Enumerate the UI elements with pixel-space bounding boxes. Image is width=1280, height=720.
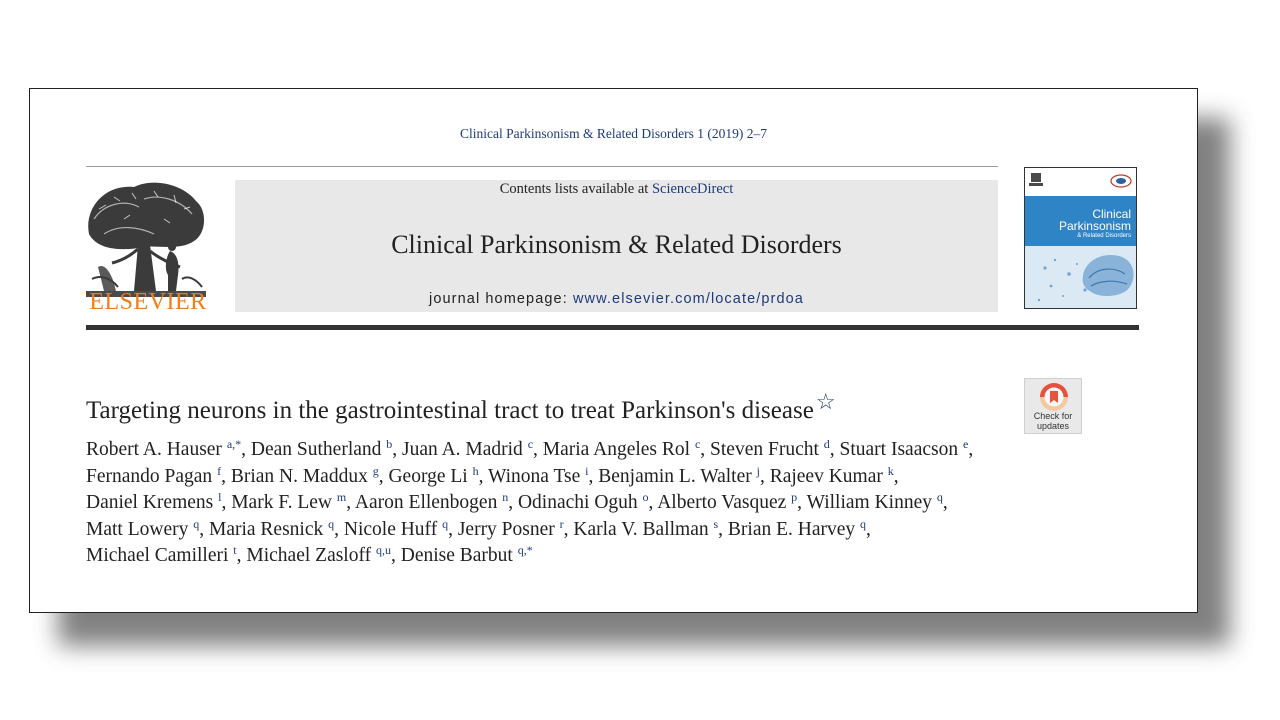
cover-title-line1: Clinical [1092,207,1131,221]
author-name[interactable]: Benjamin L. Walter [598,465,757,487]
author-name[interactable]: Dean Sutherland [250,439,387,460]
affiliation-link[interactable]: c [694,437,701,451]
author-separator: , [866,518,871,540]
author-separator: , [392,439,403,460]
affiliation-link[interactable]: j [756,463,760,478]
affiliation-link[interactable]: f [217,463,222,478]
article-title-text: Targeting neurons in the gastrointestinal tract to treat Parkinson's disease [86,397,814,424]
affiliation-link[interactable]: q [442,516,449,531]
author-separator: , [241,439,251,460]
affiliation-link[interactable]: m [336,490,347,504]
check-updates-line2: updates [1036,420,1070,431]
affiliation-link[interactable]: o [642,490,649,504]
affiliation-link[interactable]: h [472,463,479,478]
author-separator: , [942,492,948,513]
author-name[interactable]: Brian N. Maddux [230,465,373,487]
journal-banner [235,180,998,312]
affiliation-link[interactable]: q [860,516,867,531]
homepage-link[interactable]: www.elsevier.com/locate/prdoa [572,291,804,307]
cover-subtitle: & Related Disorders [1077,233,1131,239]
article-header-card [29,88,1198,613]
affiliation-link[interactable]: q,* [517,543,533,557]
check-updates-label [1025,412,1081,431]
author-line [86,517,1146,544]
journal-cover-thumbnail[interactable] [1024,167,1137,309]
affiliation-link[interactable]: g [372,463,379,478]
cover-title-line2: Parkinsonism [1058,219,1131,233]
author-separator: , [391,545,401,566]
affiliation-link[interactable]: t [233,543,237,557]
author-name[interactable]: Karla V. Ballman [573,518,714,540]
author-line [86,543,1146,570]
affiliation-link[interactable]: q [193,516,200,531]
affiliation-link[interactable]: i [585,463,589,478]
author-line [86,464,1146,491]
author-list [86,437,1146,570]
divider-thick [86,325,1139,330]
author-separator: , [448,518,458,540]
journal-title: Clinical Parkinsonism & Related Disorders [391,230,842,259]
author-separator: , [648,492,658,513]
author-name[interactable]: Aaron Ellenbogen [354,492,503,513]
author-name[interactable]: Brian E. Harvey [727,518,861,540]
author-separator: , [378,465,389,487]
author-separator: , [199,518,209,540]
title-footnote-star-icon[interactable]: ☆ [815,389,836,414]
author-line [86,437,1146,464]
author-name[interactable]: Daniel Kremens [86,492,219,513]
contents-prefix: Contents lists available at [499,181,652,197]
affiliation-link[interactable]: k [887,463,894,478]
author-separator: , [893,465,899,487]
author-name[interactable]: Winona Tse [488,465,586,487]
author-separator: , [221,465,231,487]
author-separator: , [334,518,344,540]
affiliation-link[interactable]: s [713,516,719,531]
author-name[interactable]: Steven Frucht [710,439,824,460]
elsevier-wordmark: ELSEVIER [89,289,207,315]
author-name[interactable]: Alberto Vasquez [657,492,792,513]
check-updates-line1: Check for [1033,411,1073,421]
author-separator: , [797,492,807,513]
author-name[interactable]: Odinachi Oguh [517,492,643,513]
contents-line [235,181,998,198]
author-name[interactable]: Mark F. Lew [231,492,337,513]
check-for-updates-button[interactable] [1024,378,1082,434]
affiliation-link[interactable]: q [328,516,335,531]
author-name[interactable]: Maria Angeles Rol [542,439,695,460]
affiliation-link[interactable]: q,u [376,543,391,557]
author-line [86,490,1146,517]
author-separator: , [346,492,355,513]
author-name[interactable]: Nicole Huff [343,518,443,540]
author-name[interactable]: Rajeev Kumar [769,465,888,487]
author-name[interactable]: Fernando Pagan [86,465,218,487]
author-separator: , [221,492,232,513]
author-name[interactable]: Maria Resnick [208,518,329,540]
author-separator: , [236,545,247,566]
affiliation-link[interactable]: c [527,437,534,451]
affiliation-link[interactable]: b [386,437,393,451]
author-separator: , [968,439,974,460]
author-name[interactable]: Denise Barbut [400,545,518,566]
author-separator: , [588,465,599,487]
author-name[interactable]: Michael Zasloff [246,545,376,566]
affiliation-link[interactable]: d [823,437,830,451]
author-name[interactable]: William Kinney [806,492,937,513]
homepage-line [235,291,998,307]
author-name[interactable]: Robert A. Hauser [86,439,227,460]
affiliation-link[interactable]: e [962,437,969,451]
article-title [86,389,836,425]
affiliation-link[interactable]: r [559,516,564,531]
divider-thin [86,166,998,167]
author-separator: , [508,492,518,513]
journal-citation[interactable]: Clinical Parkinsonism & Related Disorders 1 (2019) 2–7 [459,126,768,141]
author-name[interactable]: Stuart Isaacson [839,439,963,460]
sciencedirect-link[interactable]: ScienceDirect [651,181,734,197]
author-name[interactable]: George Li [388,465,473,487]
author-separator: , [718,518,728,540]
author-separator: , [759,465,770,487]
check-updates-icon [1025,379,1083,413]
affiliation-link[interactable]: p [791,490,798,504]
author-name[interactable]: Michael Camilleri [86,545,234,566]
author-separator: , [478,465,488,487]
homepage-prefix: journal homepage: [429,291,573,307]
affiliation-link[interactable]: n [502,490,509,504]
author-separator: , [829,439,840,460]
author-separator: , [700,439,711,460]
author-name[interactable]: Jerry Posner [457,518,560,540]
author-name[interactable]: Matt Lowery [86,518,194,540]
affiliation-link[interactable]: l [218,490,222,504]
affiliation-link[interactable]: q [936,490,943,504]
author-separator: , [533,439,543,460]
affiliation-link[interactable]: a,* [226,437,242,451]
author-separator: , [563,518,574,540]
author-name[interactable]: Juan A. Madrid [402,439,528,460]
